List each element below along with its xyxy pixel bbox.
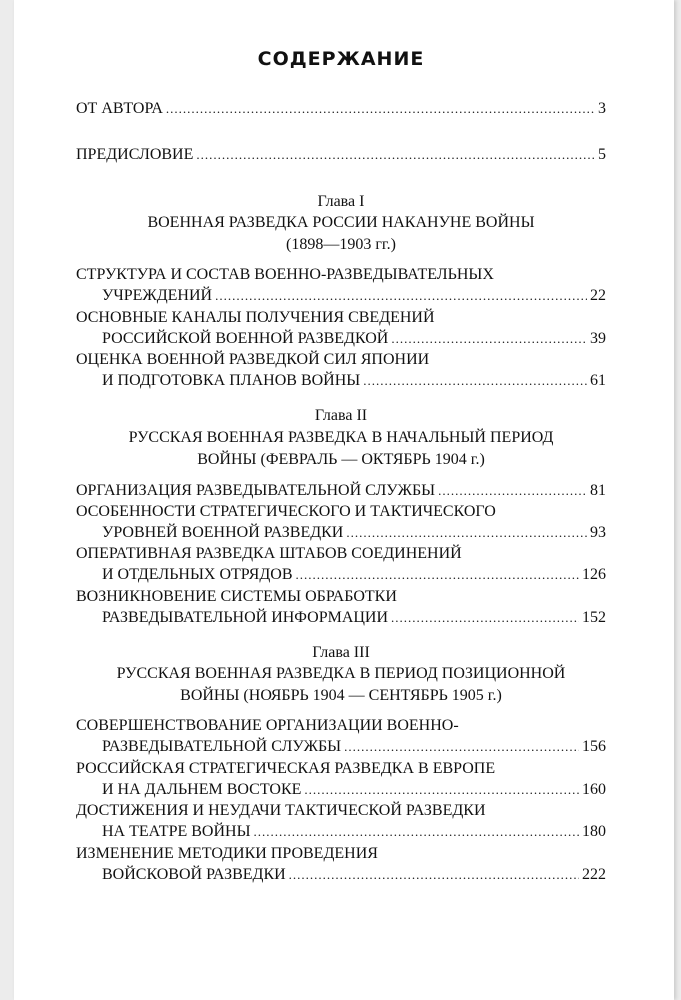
toc-entry — [76, 482, 606, 504]
toc-entry-first-line: СОВЕРШЕНСТВОВАНИЕ ОРГАНИЗАЦИИ ВОЕННО- — [76, 717, 459, 734]
chapter-title: ВОЙНЫ (НОЯБРЬ 1904 — СЕНТЯБРЬ 1905 г.) — [180, 687, 502, 704]
toc-entry-first-line: ОЦЕНКА ВОЕННОЙ РАЗВЕДКОЙ СИЛ ЯПОНИИ — [76, 351, 430, 368]
toc-entry — [102, 738, 606, 760]
toc-entry-label: РАЗВЕДЫВАТЕЛЬНОЙ СЛУЖБЫ — [102, 738, 342, 755]
toc-entry — [102, 781, 606, 803]
toc-entry-first-line: ОПЕРАТИВНАЯ РАЗВЕДКА ШТАБОВ СОЕДИНЕНИЙ — [76, 545, 462, 562]
toc-page-number: 152 — [582, 609, 606, 626]
toc-entry-label: ОТ АВТОРА — [76, 100, 163, 117]
toc-entry — [102, 823, 606, 845]
toc-entry-first-line: ДОСТИЖЕНИЯ И НЕУДАЧИ ТАКТИЧЕСКОЙ РАЗВЕДКИ — [76, 802, 486, 819]
toc-leader-dots — [438, 483, 587, 499]
chapter-title: (1898—1903 гг.) — [286, 236, 396, 253]
toc-entry-label: И ПОДГОТОВКА ПЛАНОВ ВОЙНЫ — [102, 372, 361, 389]
toc-leader-dots — [295, 567, 579, 583]
chapter-label: Глава III — [312, 644, 370, 661]
toc-leader-dots — [196, 147, 595, 163]
toc-entry-label: И НА ДАЛЬНЕМ ВОСТОКЕ — [102, 781, 302, 798]
toc-entry — [102, 524, 606, 546]
toc-page-number: 222 — [582, 866, 606, 883]
toc-entry — [102, 372, 606, 394]
toc-leader-dots — [391, 610, 579, 626]
chapter-title: РУССКАЯ ВОЕННАЯ РАЗВЕДКА В НАЧАЛЬНЫЙ ПЕРИОД — [128, 429, 554, 446]
toc-leader-dots — [346, 525, 587, 541]
toc-leader-dots — [304, 782, 579, 798]
toc-page-number: 93 — [590, 524, 606, 541]
toc-entry-first-line: ОСНОВНЫЕ КАНАЛЫ ПОЛУЧЕНИЯ СВЕДЕНИЙ — [76, 309, 435, 326]
toc-entry-label: УРОВНЕЙ ВОЕННОЙ РАЗВЕДКИ — [102, 524, 344, 541]
toc-entry-label: УЧРЕЖДЕНИЙ — [102, 287, 213, 304]
toc-entry-first-line: СТРУКТУРА И СОСТАВ ВОЕННО-РАЗВЕДЫВАТЕЛЬНЫХ — [76, 266, 494, 283]
toc-entry-preface — [76, 146, 606, 168]
chapter-title: РУССКАЯ ВОЕННАЯ РАЗВЕДКА В ПЕРИОД ПОЗИЦИОННОЙ — [116, 665, 566, 682]
chapter-title: ВОЕННАЯ РАЗВЕДКА РОССИИ НАКАНУНЕ ВОЙНЫ — [147, 214, 535, 231]
toc-entry-label: И ОТДЕЛЬНЫХ ОТРЯДОВ — [102, 566, 293, 583]
chapter-title: ВОЙНЫ (ФЕВРАЛЬ — ОКТЯБРЬ 1904 г.) — [197, 451, 485, 468]
toc-entry — [102, 609, 606, 631]
toc-entry-label: РОССИЙСКОЙ ВОЕННОЙ РАЗВЕДКОЙ — [102, 330, 389, 347]
toc-page-number: 81 — [590, 482, 606, 499]
toc-page-number: 3 — [598, 100, 606, 117]
toc-entry — [102, 566, 606, 588]
toc-leader-dots — [289, 867, 579, 883]
toc-entry-first-line: ВОЗНИКНОВЕНИЕ СИСТЕМЫ ОБРАБОТКИ — [76, 588, 397, 605]
toc-entry-label: ПРЕДИСЛОВИЕ — [76, 146, 194, 163]
toc-leader-dots — [215, 288, 587, 304]
toc-page-number: 5 — [598, 146, 606, 163]
toc-leader-dots — [391, 331, 587, 347]
chapter-label: Глава I — [317, 193, 365, 210]
toc-page-number: 61 — [590, 372, 606, 389]
toc-entry-label: РАЗВЕДЫВАТЕЛЬНОЙ ИНФОРМАЦИИ — [102, 609, 389, 626]
document-page — [14, 0, 674, 1000]
toc-page-number: 126 — [582, 566, 606, 583]
toc-leader-dots — [363, 373, 587, 389]
toc-entry-author — [76, 100, 606, 122]
toc-entry-label: НА ТЕАТРЕ ВОЙНЫ — [102, 823, 251, 840]
chapter-label: Глава II — [314, 407, 368, 424]
toc-entry-label: ВОЙСКОВОЙ РАЗВЕДКИ — [102, 866, 286, 883]
toc-entry — [102, 330, 606, 352]
toc-leader-dots — [254, 824, 579, 840]
toc-page-number: 180 — [582, 823, 606, 840]
toc-page-number: 160 — [582, 781, 606, 798]
toc-entry-label: ОРГАНИЗАЦИЯ РАЗВЕДЫВАТЕЛЬНОЙ СЛУЖБЫ — [76, 482, 436, 499]
toc-leader-dots — [344, 739, 579, 755]
toc-entry — [102, 287, 606, 309]
toc-page-number: 156 — [582, 738, 606, 755]
page-title: СОДЕРЖАНИЕ — [257, 48, 425, 70]
toc-entry-first-line: ИЗМЕНЕНИЕ МЕТОДИКИ ПРОВЕДЕНИЯ — [76, 845, 378, 862]
toc-leader-dots — [166, 101, 595, 117]
toc-page-number: 39 — [590, 330, 606, 347]
toc-entry-first-line: ОСОБЕННОСТИ СТРАТЕГИЧЕСКОГО И ТАКТИЧЕСКОГО — [76, 503, 496, 520]
toc-entry — [102, 866, 606, 888]
toc-page-number: 22 — [590, 287, 606, 304]
toc-entry-first-line: РОССИЙСКАЯ СТРАТЕГИЧЕСКАЯ РАЗВЕДКА В ЕВРОПЕ — [76, 760, 496, 777]
